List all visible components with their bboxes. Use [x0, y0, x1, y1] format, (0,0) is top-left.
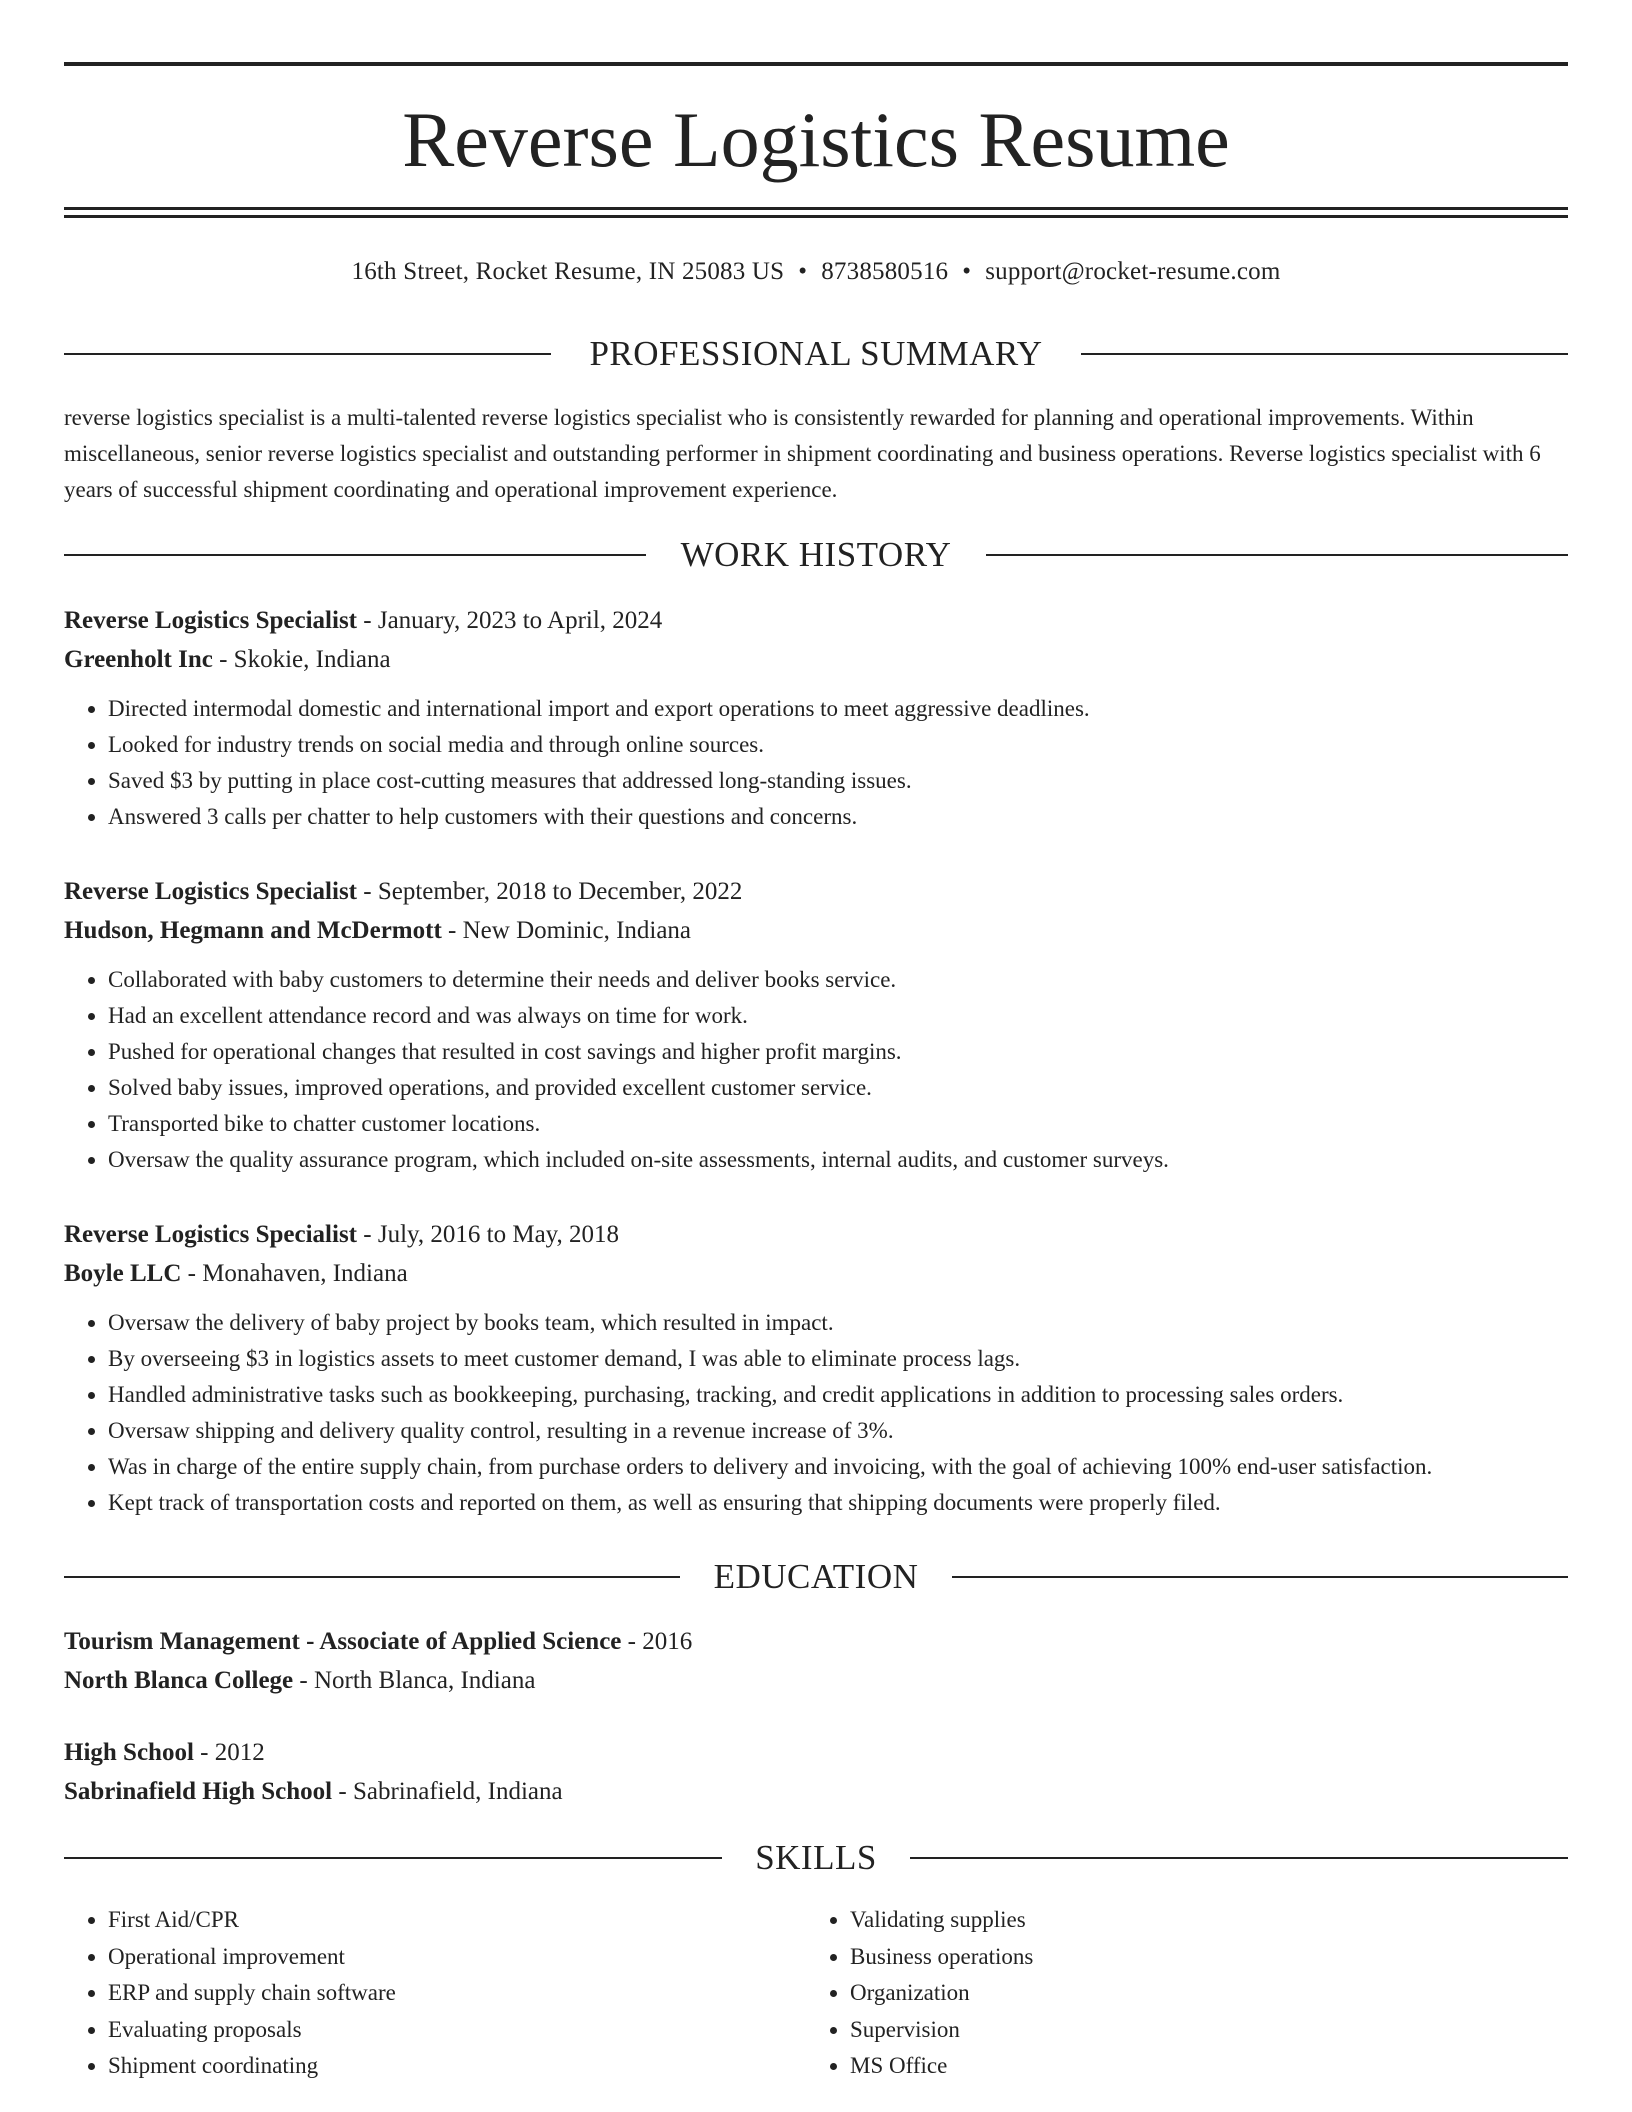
skill-item: • Validating supplies — [850, 1902, 1550, 1939]
section-title: SKILLS — [755, 1838, 877, 1877]
section-heading-work-history — [64, 533, 1568, 577]
skill-item: • ERP and supply chain software — [108, 1975, 808, 2012]
contact-line — [0, 255, 1632, 289]
job-bullet: • Solved baby issues, improved operations, and provided excellent customer service. — [108, 1070, 1568, 1106]
job-dates: - September, 2018 to December, 2022 — [357, 878, 743, 905]
title-rule-upper — [64, 207, 1568, 210]
section-heading-summary — [64, 332, 1568, 376]
skill-item: • Operational improvement — [108, 1939, 808, 1976]
job-bullets — [64, 691, 1568, 835]
company-location: - Monahaven, Indiana — [181, 1260, 408, 1287]
skill-item: • Organization — [850, 1975, 1550, 2012]
job-bullet: • Oversaw the delivery of baby project by books team, which resulted in impact. — [108, 1305, 1568, 1341]
contact-separator: • — [798, 258, 808, 285]
education-entry — [64, 1733, 1568, 1811]
title-rule-lower — [64, 215, 1568, 218]
job-bullets — [64, 1305, 1568, 1521]
company-name: Hudson, Hegmann and McDermott — [64, 917, 442, 944]
degree-name: High School — [64, 1739, 194, 1766]
section-title: EDUCATION — [713, 1557, 919, 1596]
job-bullet: • Answered 3 calls per chatter to help customers with their questions and concerns. — [108, 799, 1568, 835]
skill-item: • Shipment coordinating — [108, 2048, 808, 2085]
job-bullet: • By overseeing $3 in logistics assets to meet customer demand, I was able to eliminate process lags. — [108, 1341, 1568, 1377]
section-heading-education — [64, 1555, 1568, 1599]
job-bullet: • Transported bike to chatter customer locations. — [108, 1106, 1568, 1142]
job-bullet: • Kept track of transportation costs and reported on them, as well as ensuring that shipping documents were properly filed. — [108, 1485, 1568, 1521]
graduation-year: - 2016 — [621, 1628, 693, 1655]
skill-item: • Business operations — [850, 1939, 1550, 1976]
school-location: - North Blanca, Indiana — [293, 1667, 536, 1694]
job-bullet: • Pushed for operational changes that resulted in cost savings and higher profit margins. — [108, 1034, 1568, 1070]
work-entry — [64, 872, 1568, 1178]
work-entry — [64, 1215, 1568, 1521]
graduation-year: - 2012 — [193, 1739, 265, 1766]
top-rule — [64, 62, 1568, 66]
contact-separator: • — [962, 258, 972, 285]
skill-item: • MS Office — [850, 2048, 1550, 2085]
job-dates: - July, 2016 to May, 2018 — [357, 1221, 620, 1248]
section-title: WORK HISTORY — [680, 535, 952, 574]
company-location: - Skokie, Indiana — [212, 646, 391, 673]
contact-email: support@rocket-resume.com — [985, 258, 1281, 285]
work-entry — [64, 601, 1568, 835]
degree-name: Tourism Management - Associate of Applied Science — [64, 1628, 622, 1655]
summary-text: reverse logistics specialist is a multi-talented reverse logistics specialist who is consistently rewarded for planning and operational improvements. Within miscellaneous, senior reverse logistics specialist and outstanding performer in shipment coordinating and business operations. Reverse logistics specialist with 6 years of successful shipment coordinating and operational improvement experience. — [64, 405, 1541, 502]
job-bullets — [64, 962, 1568, 1178]
job-title: Reverse Logistics Specialist — [64, 607, 358, 634]
school-name: Sabrinafield High School — [64, 1778, 333, 1805]
company-name: Greenholt Inc — [64, 646, 213, 673]
job-bullet: • Oversaw the quality assurance program, which included on-site assessments, internal audits, and customer surveys. — [108, 1142, 1568, 1178]
job-bullet: • Collaborated with baby customers to determine their needs and deliver books service. — [108, 962, 1568, 998]
job-title: Reverse Logistics Specialist — [64, 878, 358, 905]
section-heading-skills — [64, 1836, 1568, 1880]
job-bullet: • Oversaw shipping and delivery quality control, resulting in a revenue increase of 3%. — [108, 1413, 1568, 1449]
skill-item: • Supervision — [850, 2012, 1550, 2049]
contact-phone: 8738580516 — [821, 258, 949, 285]
skill-item: • First Aid/CPR — [108, 1902, 808, 1939]
school-name: North Blanca College — [64, 1667, 294, 1694]
job-bullet: • Had an excellent attendance record and was always on time for work. — [108, 998, 1568, 1034]
company-name: Boyle LLC — [64, 1260, 182, 1287]
job-bullet: • Directed intermodal domestic and international import and export operations to meet aggressive deadlines. — [108, 691, 1568, 727]
job-bullet: • Saved $3 by putting in place cost-cutting measures that addressed long-standing issues. — [108, 763, 1568, 799]
job-title: Reverse Logistics Specialist — [64, 1221, 358, 1248]
education-entry — [64, 1622, 1568, 1700]
contact-address: 16th Street, Rocket Resume, IN 25083 US — [351, 258, 785, 285]
section-title: PROFESSIONAL SUMMARY — [589, 334, 1043, 373]
school-location: - Sabrinafield, Indiana — [332, 1778, 563, 1805]
skills-column-right — [806, 1902, 1550, 2085]
job-dates: - January, 2023 to April, 2024 — [357, 607, 663, 634]
skills-column-left — [64, 1902, 808, 2085]
job-bullet: • Handled administrative tasks such as bookkeeping, purchasing, tracking, and credit applications in addition to processing sales orders. — [108, 1377, 1568, 1413]
company-location: - New Dominic, Indiana — [441, 917, 692, 944]
skill-item: • Evaluating proposals — [108, 2012, 808, 2049]
page-title: Reverse Logistics Resume — [402, 96, 1230, 183]
job-bullet: • Looked for industry trends on social media and through online sources. — [108, 727, 1568, 763]
job-bullet: • Was in charge of the entire supply chain, from purchase orders to delivery and invoicing, with the goal of achieving 100% end-user satisfaction. — [108, 1449, 1568, 1485]
